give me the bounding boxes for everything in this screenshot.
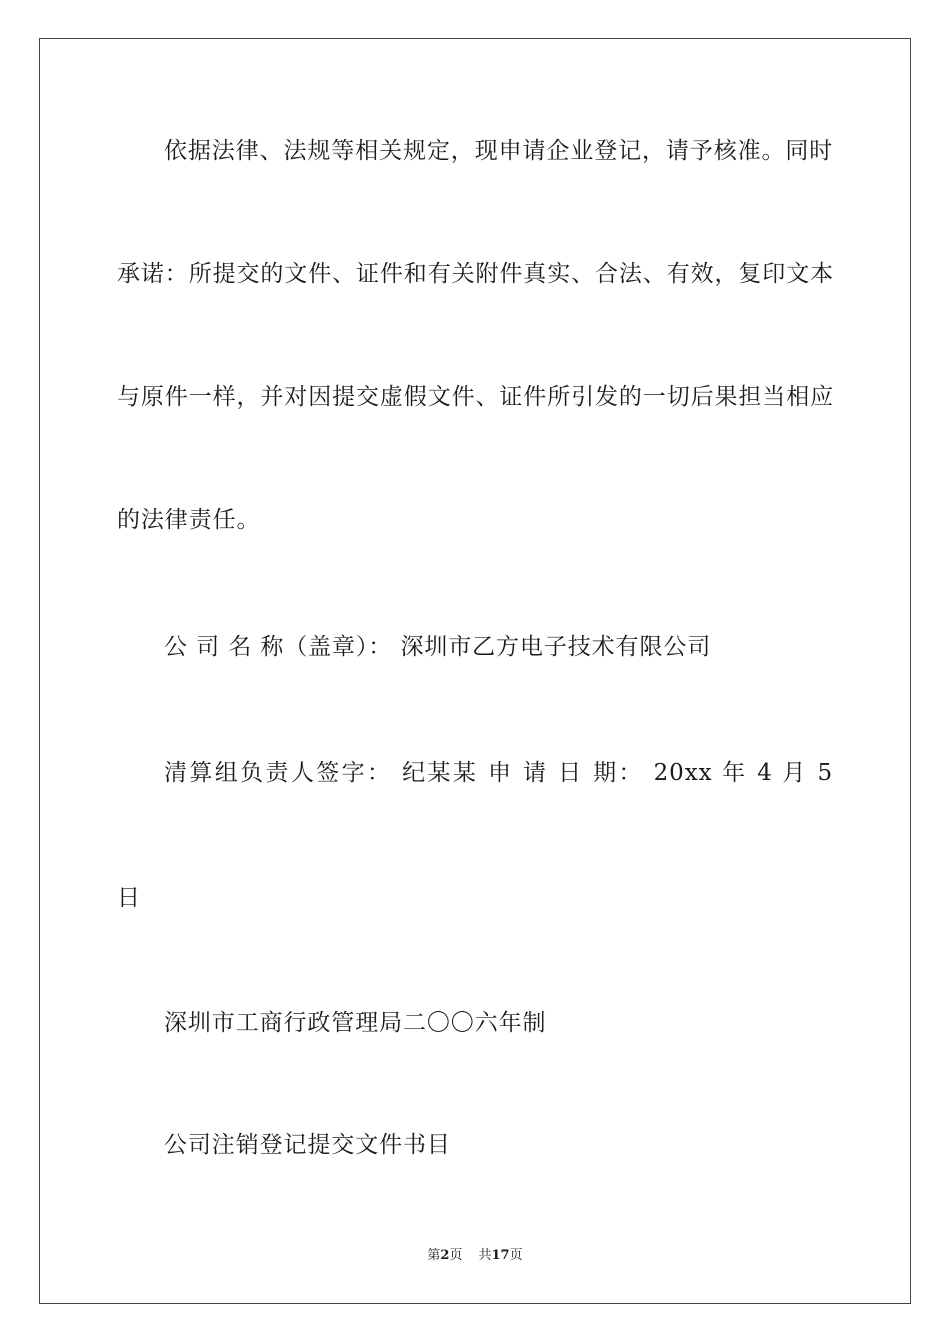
date-value: 20xx 年 4 月 5 [653, 760, 834, 786]
page-border [39, 38, 911, 1304]
page-number: 2 [440, 1248, 450, 1263]
paragraph-line-1: 依据法律、法规等相关规定，现申请企业登记，请予核准。同时 [164, 138, 834, 164]
page-footer [0, 1247, 950, 1265]
signer-name: 纪某某 [402, 760, 479, 786]
paragraph-line-2: 承诺：所提交的文件、证件和有关附件真实、合法、有效，复印文本 [117, 261, 834, 287]
signature-date-row [164, 758, 833, 788]
company-name-value: 深圳市乙方电子技术有限公司 [400, 634, 712, 660]
total-prefix: 共 [478, 1248, 492, 1263]
paragraph-line-3: 与原件一样，并对因提交虚假文件、证件所引发的一切后果担当相应 [117, 384, 834, 410]
signer-label: 清算组负责人签字： [164, 760, 393, 786]
company-name-label: 公 司 名 称（盖章）： [164, 634, 393, 660]
paragraph-line-4: 的法律责任。 [117, 507, 261, 533]
total-suffix: 页 [509, 1248, 523, 1263]
date-tail: 日 [117, 885, 141, 911]
section-title: 公司注销登记提交文件书目 [164, 1132, 451, 1158]
total-pages: 17 [491, 1248, 510, 1263]
company-name-row [164, 632, 833, 662]
page-suffix: 页 [449, 1248, 463, 1263]
date-label: 申 请 日 期： [487, 760, 644, 786]
page-prefix: 第 [427, 1248, 441, 1263]
issuer-line: 深圳市工商行政管理局二〇〇六年制 [164, 1010, 547, 1036]
